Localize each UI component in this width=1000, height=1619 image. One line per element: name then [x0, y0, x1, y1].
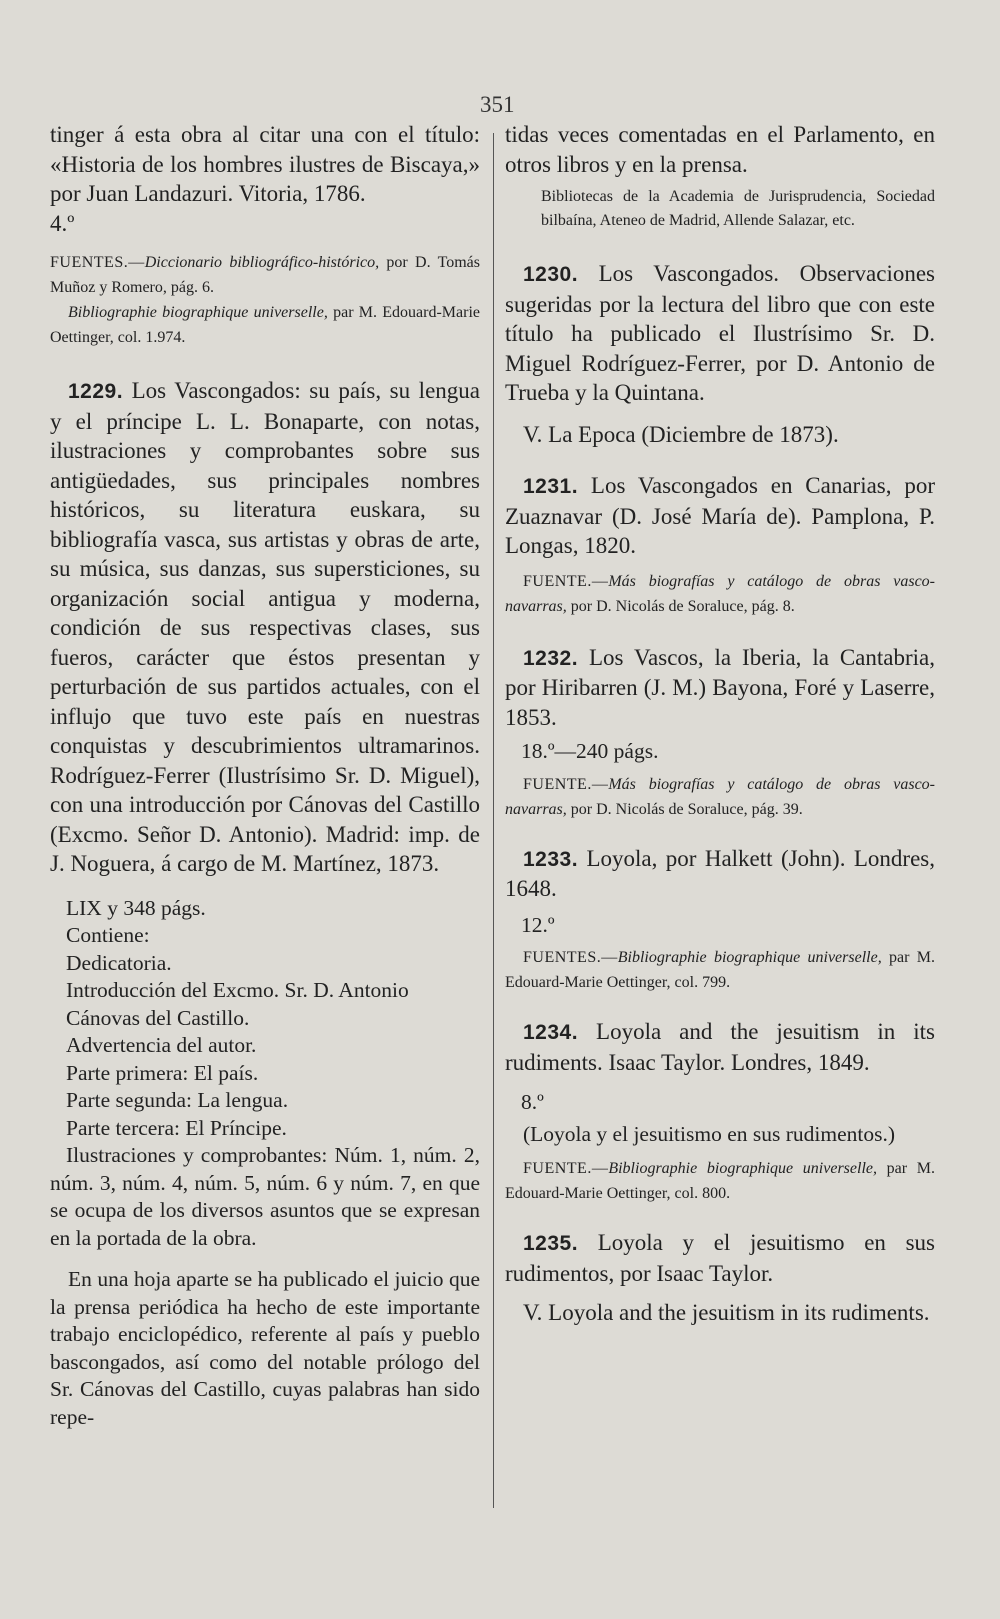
format-line: 18.º—240 págs.: [521, 739, 659, 763]
continued-text: tinger á esta obra al citar una con el título: «Historia de los hombres ilustres de Biscaya,» por Juan Landazuri. Vitoria, 1786.: [50, 122, 480, 206]
fuente-note: [505, 1156, 935, 1206]
fuentes-note: [50, 250, 480, 300]
contents-item: Parte tercera: El Príncipe.: [66, 1115, 287, 1140]
format-line: 4.º: [50, 210, 75, 236]
contents-item: Parte segunda: La lengua.: [66, 1088, 289, 1112]
entry-1234: [505, 1017, 935, 1077]
entry-text: Loyola and the jesuitism in its rudiments. Isaac Taylor. Londres, 1849.: [505, 1019, 935, 1075]
format-line: 8.º: [521, 1090, 544, 1114]
contents-heading: Contiene:: [66, 923, 150, 947]
column-divider: [493, 133, 494, 1508]
entry-1235: [505, 1228, 935, 1288]
entry-number: 1235.: [523, 1232, 579, 1255]
fuente-note: [505, 945, 935, 995]
page-count: LIX y 348 págs.: [66, 895, 206, 920]
fuentes-label: FUENTES.—: [50, 254, 145, 271]
contents-item: Advertencia del autor.: [66, 1033, 257, 1057]
entry-1229: [50, 376, 480, 879]
entry-text: Los Vascongados: su país, su lengua y el príncipe L. L. Bonaparte, con notas, ilustraciones y comprobantes sobre sus antigüedades, sus principales nombres históricos, su literatura euskara, su bibliografía vasca, sus artistas y obras de arte, su música, sus danzas, sus supersticiones, su organización social antigua y moderna, condición de sus respectivas clases, sus fueros, carácter que éstos presentan y perturbación de sus partidos actuales, con el influjo que tuvo este país en nuestras conquistas y descubrimientos ultramarinos. Rodríguez-Ferrer (Ilustrísimo Sr. D. Miguel), con una introducción por Cánovas del Castillo (Excmo. Señor D. Antonio). Madrid: imp. de J. Noguera, á cargo de M. Martínez, 1873.: [50, 378, 480, 876]
continued-text-right: tidas veces comentadas en el Parlamento, en otros libros y en la prensa.: [505, 122, 935, 177]
format-line: 12.º: [521, 912, 555, 937]
press-note: En una hoja aparte se ha publicado el juicio que la prensa periódica ha hecho de este importante trabajo enciclopédico, referente al país y pueblo bascongados, así como del notable prólogo del Sr. Cánovas del Castillo, cuyas palabras han sido repe-: [50, 1267, 480, 1429]
fuente-title: Bibliographie biographique universelle,: [608, 1160, 877, 1177]
fuente-label: FUENTE.—: [523, 775, 609, 793]
fuentes-title: Diccionario bibliográfico-histórico,: [144, 254, 380, 271]
page-number: 351: [480, 92, 515, 117]
entry-1233: [505, 844, 935, 904]
contents-item: Parte primera: El país.: [66, 1060, 259, 1085]
entry-number: 1232.: [523, 646, 579, 670]
fuente-rest: par M. Edouard-Marie Oettinger, col. 799.: [505, 949, 935, 991]
fuente-rest: par M. Edouard-Marie Oettinger, col. 800.: [505, 1160, 935, 1202]
fuente-label: FUENTES.—: [523, 949, 618, 966]
right-column: [505, 120, 935, 1328]
entry-number: 1231.: [523, 475, 579, 498]
entry-text: Los Vascongados. Observaciones sugeridas por la lectura del libro que con este título ha publicado el Ilustrísimo Sr. D. Miguel Rodríguez-Ferrer, por D. Antonio de Trueba y la Quintana.: [505, 261, 935, 405]
fuente-title: Más biografías y catálogo de obras vasco-navarras,: [505, 572, 935, 615]
contents-item: Introducción del Excmo. Sr. D. Antonio Cánovas del Castillo.: [66, 978, 409, 1030]
fuente-rest: por D. Nicolás de Soraluce, pág. 39.: [566, 800, 803, 818]
entry-number: 1229.: [68, 380, 124, 403]
entry-1232: [505, 643, 935, 733]
fuente-title: Bibliographie biographique universelle,: [617, 949, 882, 966]
entry-number: 1230.: [523, 263, 579, 286]
entry-number: 1234.: [523, 1021, 579, 1044]
entry-1230: [505, 259, 935, 408]
fuentes-note-2: [50, 300, 480, 350]
contents-item: Ilustraciones y comprobantes: Núm. 1, núm. 2, núm. 3, núm. 4, núm. 5, núm. 6 y núm. 7, en que se ocupa de los diversos asuntos que se expresan en la portada de la obra.: [50, 1143, 480, 1250]
contents-item: Dedicatoria.: [66, 950, 172, 975]
reference-line: V. Loyola and the jesuitism in its rudiments.: [523, 1300, 930, 1325]
entry-text: Loyola y el jesuitismo en sus rudimentos, por Isaac Taylor.: [505, 1230, 935, 1286]
translation-line: (Loyola y el jesuitismo en sus rudimentos.): [523, 1121, 896, 1146]
fuentes-rest-2: par M. Edouard-Marie Oettinger, col. 1.974.: [50, 304, 481, 346]
fuente-title: Más biografías y catálogo de obras vasco-navarras,: [505, 775, 935, 818]
libraries-note: Bibliotecas de la Academia de Jurisprudencia, Sociedad bilbaína, Ateneo de Madrid, Allende Salazar, etc.: [541, 188, 935, 229]
entry-text: Los Vascos, la Iberia, la Cantabria, por Hiribarren (J. M.) Bayona, Foré y Laserre, 1853.: [505, 644, 935, 730]
fuente-rest: por D. Nicolás de Soraluce, pág. 8.: [566, 597, 795, 615]
fuente-label: FUENTE.—: [523, 1160, 609, 1177]
fuente-note: [505, 772, 935, 822]
fuente-label: FUENTE.—: [523, 572, 609, 590]
entry-text: Loyola, por Halkett (John). Londres, 1648.: [505, 845, 935, 901]
reference-line: V. La Epoca (Diciembre de 1873).: [523, 421, 839, 447]
entry-number: 1233.: [523, 847, 579, 871]
fuente-note: [505, 569, 935, 619]
fuentes-rest: por D. Tomás Muñoz y Romero, pág. 6.: [50, 254, 481, 296]
fuentes-title-2: Bibliographie biographique universelle,: [68, 304, 328, 321]
left-column: [50, 120, 480, 1431]
entry-text: Los Vascongados en Canarias, por Zuaznavar (D. José María de). Pamplona, P. Longas, 1820.: [505, 473, 935, 558]
entry-1231: [505, 471, 935, 561]
